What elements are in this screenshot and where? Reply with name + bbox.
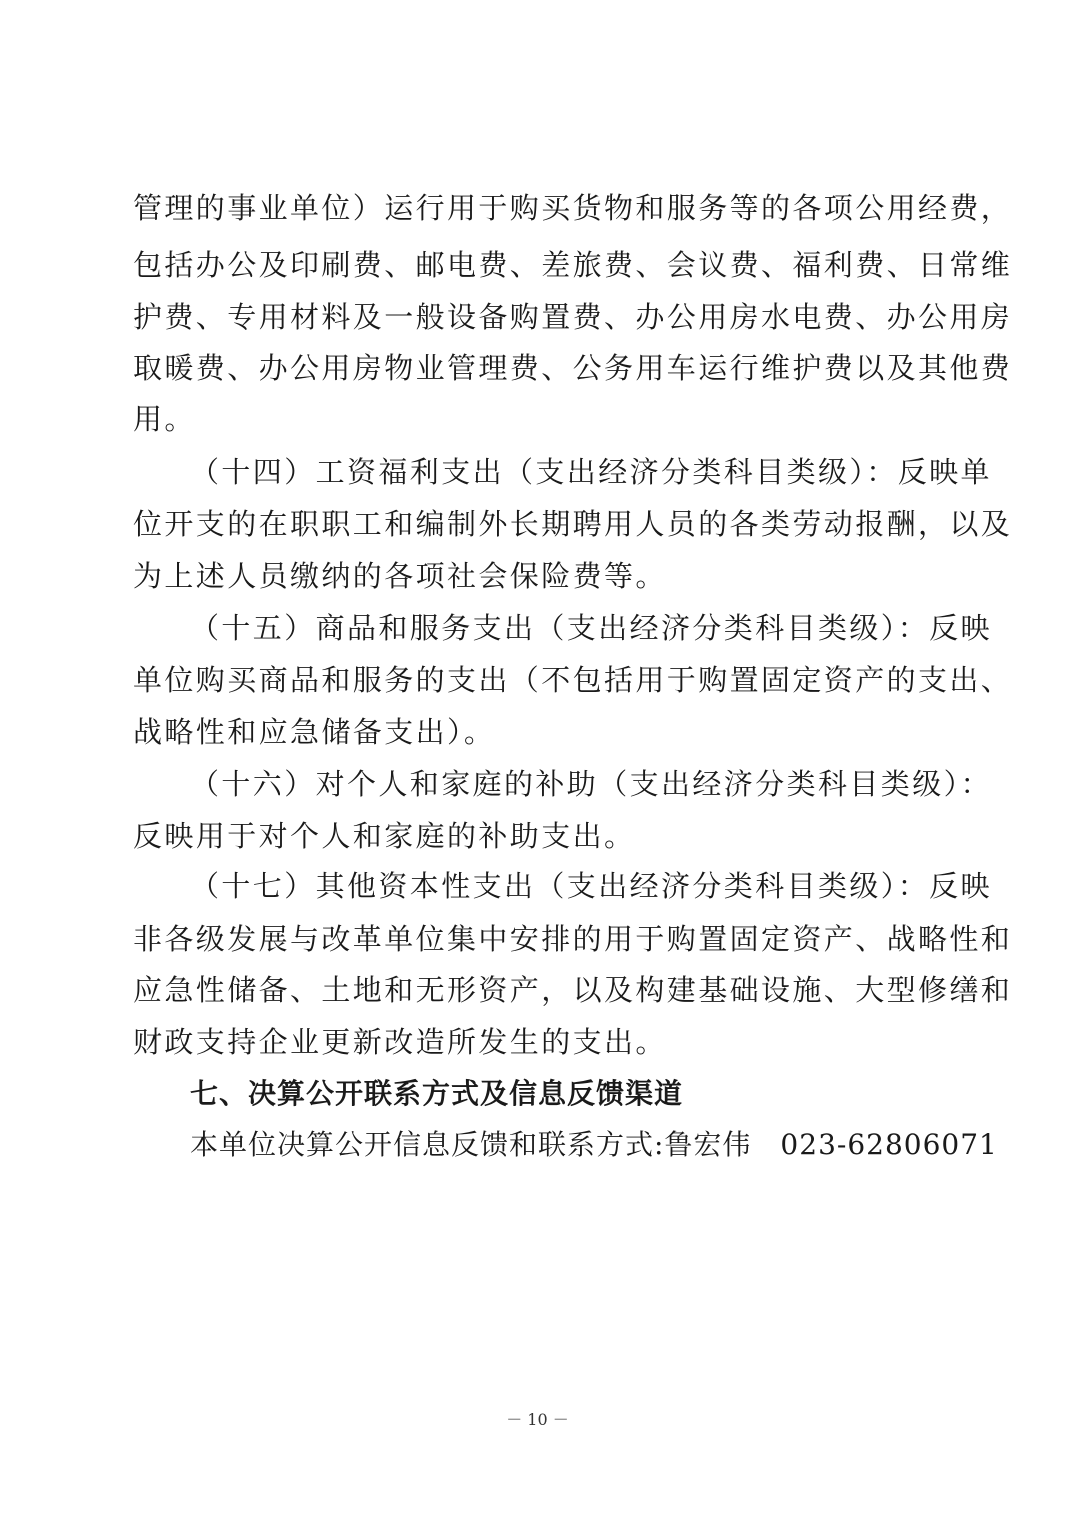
item-14-line-3: 为上述人员缴纳的各项社会保险费等。 <box>133 559 667 593</box>
page-number: － 10 － <box>506 1410 569 1429</box>
item-17-line-3: 应急性储备、土地和无形资产，以及构建基础设施、大型修缮和 <box>133 973 1013 1007</box>
body-line-2: 包括办公及印刷费、邮电费、差旅费、会议费、福利费、日常维 <box>133 248 1013 282</box>
body-line-1: 管理的事业单位）运行用于购买货物和服务等的各项公用经费， <box>133 191 1013 225</box>
section-heading: 七、决算公开联系方式及信息反馈渠道 <box>190 1077 684 1110</box>
item-16-line-2: 反映用于对个人和家庭的补助支出。 <box>133 819 636 853</box>
item-14-line-1: （十四）工资福利支出（支出经济分类科目类级）：反映单 <box>190 455 992 489</box>
body-line-4: 取暖费、办公用房物业管理费、公务用车运行维护费以及其他费 <box>133 351 1013 385</box>
item-14-line-2: 位开支的在职职工和编制外长期聘用人员的各类劳动报酬，以及 <box>133 507 1013 541</box>
contact-line: 本单位决算公开信息反馈和联系方式:鲁宏伟 023-62806071 <box>190 1128 998 1161</box>
item-15-line-2: 单位购买商品和服务的支出（不包括用于购置固定资产的支出、 <box>133 663 1013 697</box>
item-17-line-1: （十七）其他资本性支出（支出经济分类科目类级）：反映 <box>190 869 992 903</box>
body-line-3: 护费、专用材料及一般设备购置费、办公用房水电费、办公用房 <box>133 300 1013 334</box>
item-17-line-4: 财政支持企业更新改造所发生的支出。 <box>133 1025 667 1059</box>
item-17-line-2: 非各级发展与改革单位集中安排的用于购置固定资产、战略性和 <box>133 922 1013 956</box>
item-16-line-1: （十六）对个人和家庭的补助（支出经济分类科目类级）： <box>190 767 992 801</box>
body-line-5: 用。 <box>133 402 196 436</box>
item-15-line-3: 战略性和应急储备支出）。 <box>133 715 496 749</box>
item-15-line-1: （十五）商品和服务支出（支出经济分类科目类级）：反映 <box>190 611 992 645</box>
